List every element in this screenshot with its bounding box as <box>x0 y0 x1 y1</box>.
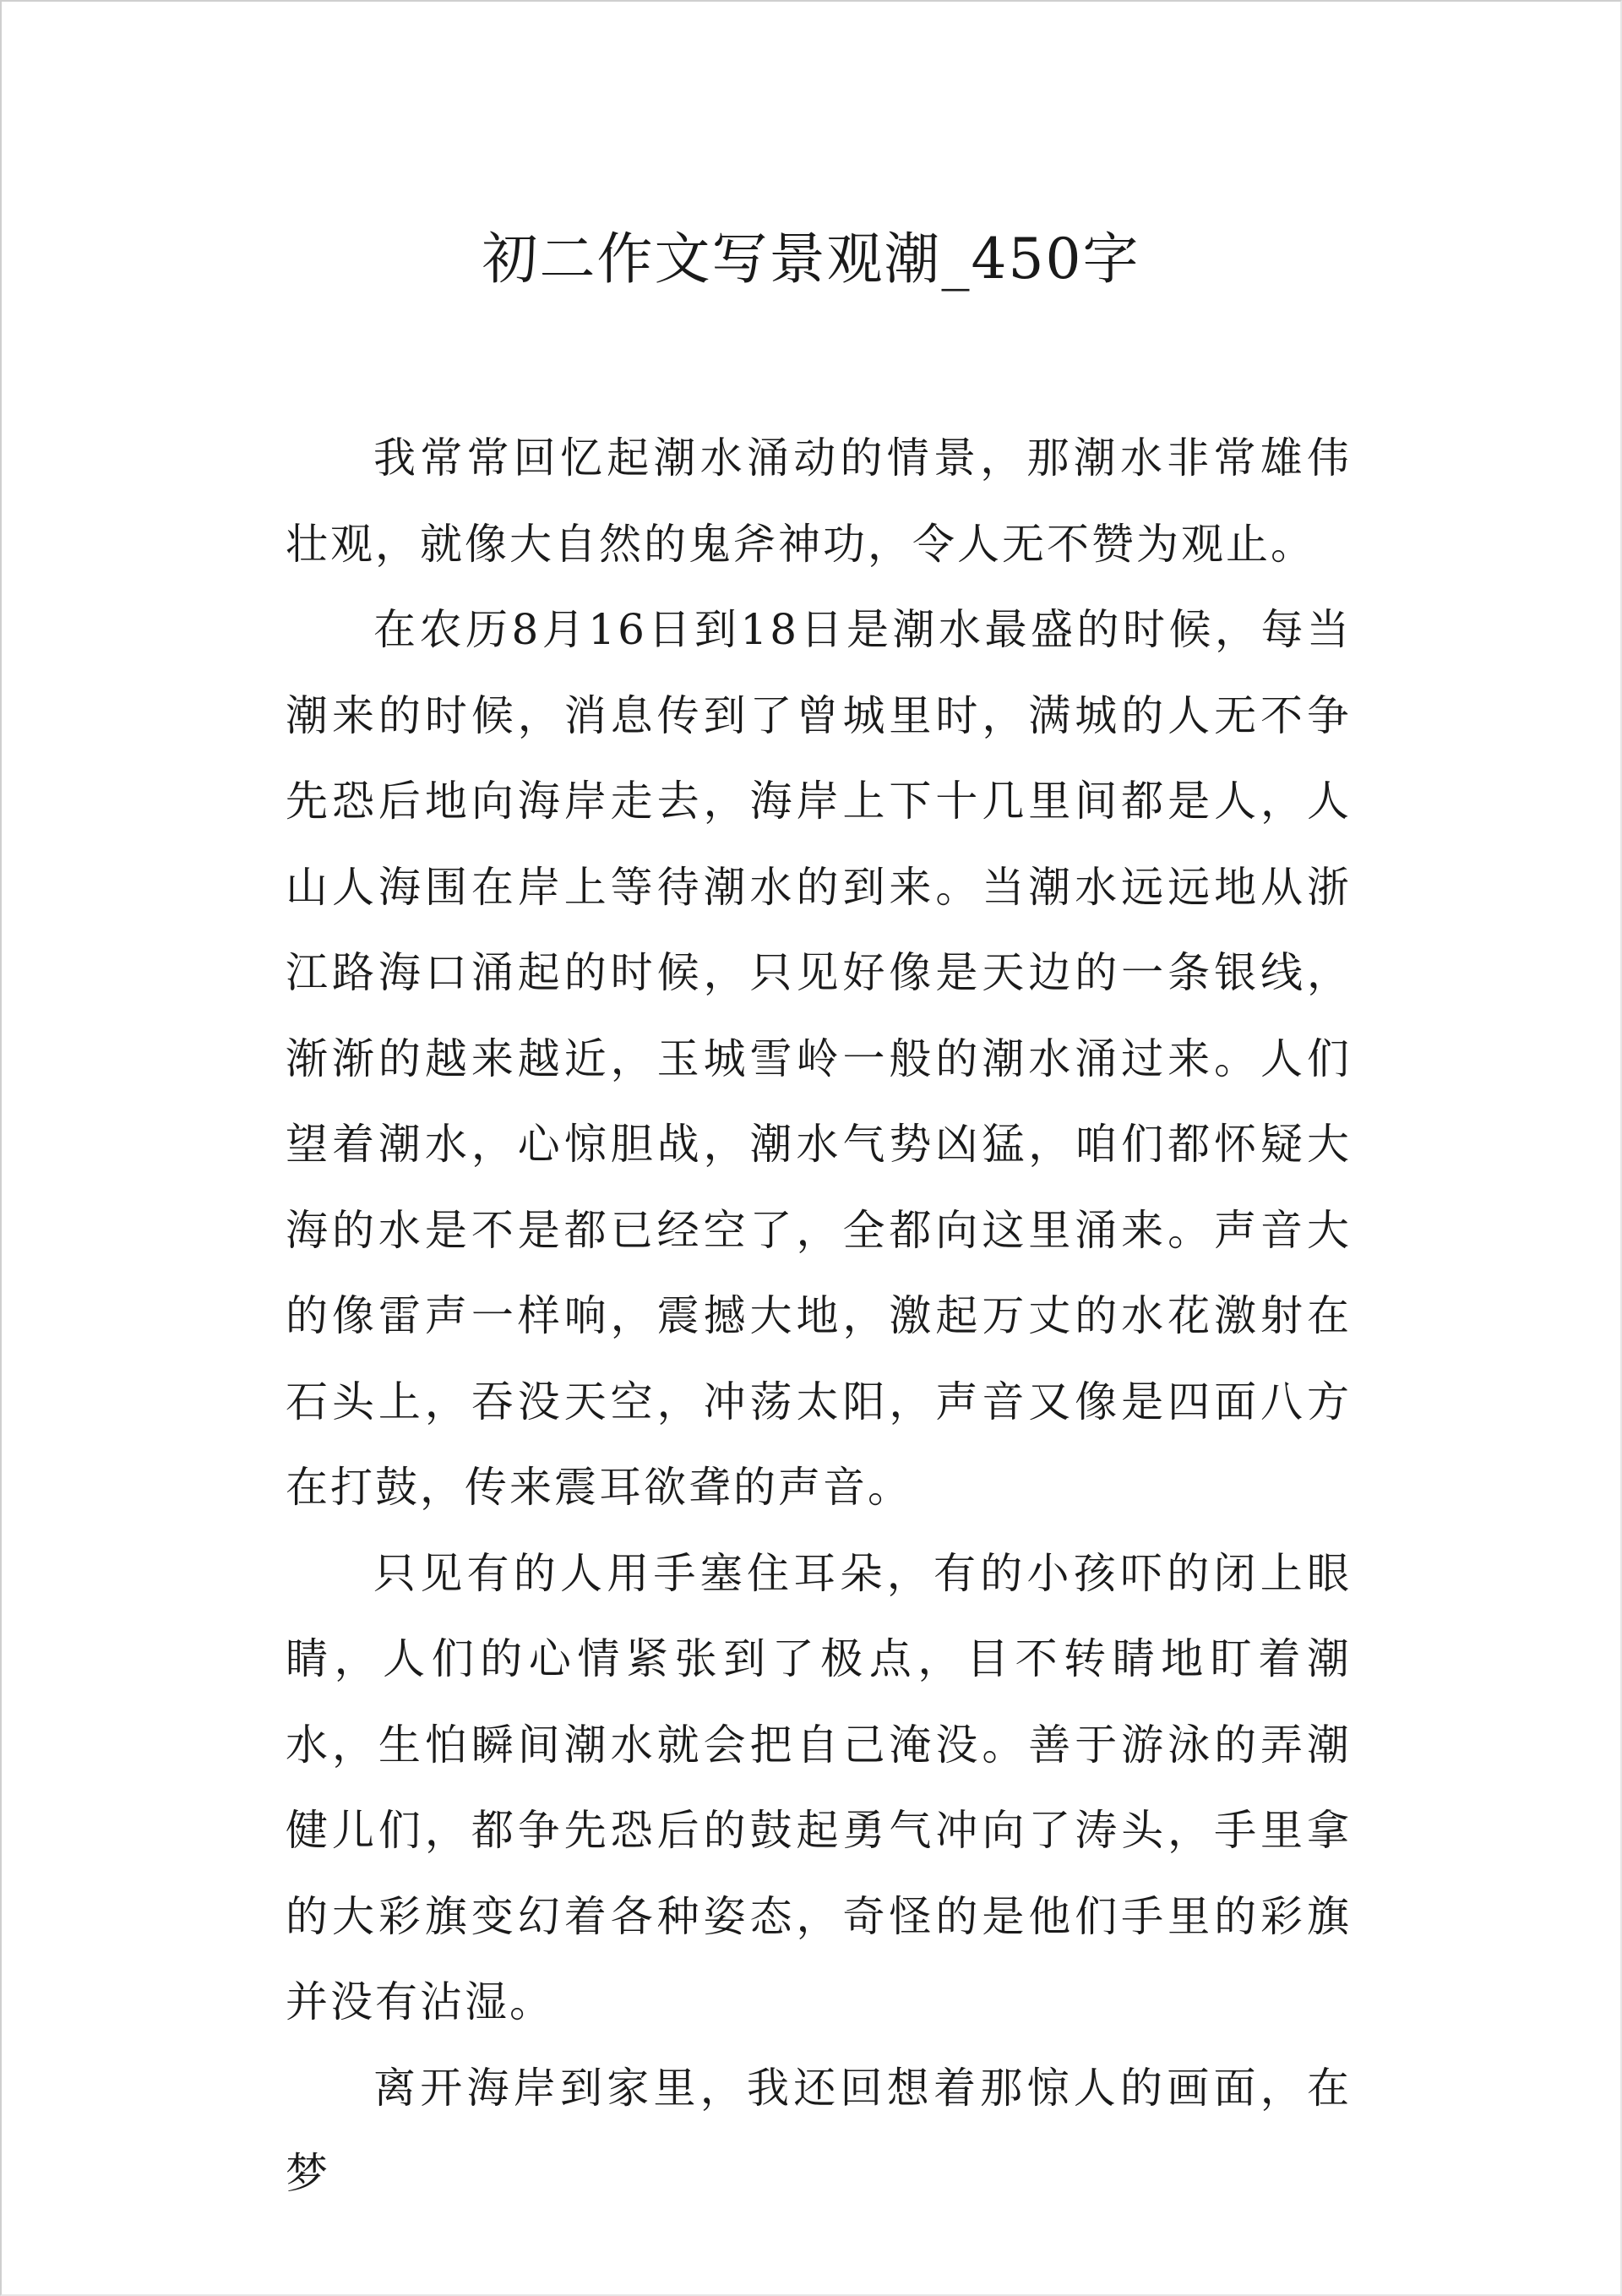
paragraph-3: 只见有的人用手塞住耳朵，有的小孩吓的闭上眼睛，人们的心情紧张到了极点，目不转睛地盯着潮水，生怕瞬间潮水就会把自己淹没。善于游泳的弄潮健儿们，都争先恐后的鼓起勇气冲向了涛头，手里拿的大彩旗变幻着各种姿态，奇怪的是他们手里的彩旗并没有沾湿。 <box>286 1548 1352 2026</box>
document-title: 初二作文写景观潮_450字 <box>482 226 1140 292</box>
paragraph-1: 我常常回忆起潮水涌动的情景，那潮水非常雄伟壮观，就像大自然的鬼斧神功，令人无不赞为观止。 <box>286 434 1352 569</box>
paragraph-4: 离开海岸到家里，我还回想着那惊人的画面，在梦 <box>286 2063 1352 2198</box>
paragraph-2: 在农历8月16日到18日是潮水最盛的时候，每当潮来的时候，消息传到了曾城里时，满城的人无不争先恐后地向海岸走去，海岸上下十几里间都是人，人山人海围在岸上等待潮水的到来。当潮水远远地从浙江路海口涌起的时候，只见好像是天边的一条银线，渐渐的越来越近，玉城雪岭一般的潮水涌过来。人们望着潮水，心惊胆战，潮水气势凶猛，咱们都怀疑大海的水是不是都已经空了，全都向这里涌来。声音大的像雷声一样响，震撼大地，激起万丈的水花激射在石头上，吞没天空，冲荡太阳，声音又像是四面八方在打鼓，传来震耳欲聋的声音。 <box>286 605 1352 1512</box>
document-body <box>286 416 1352 2217</box>
